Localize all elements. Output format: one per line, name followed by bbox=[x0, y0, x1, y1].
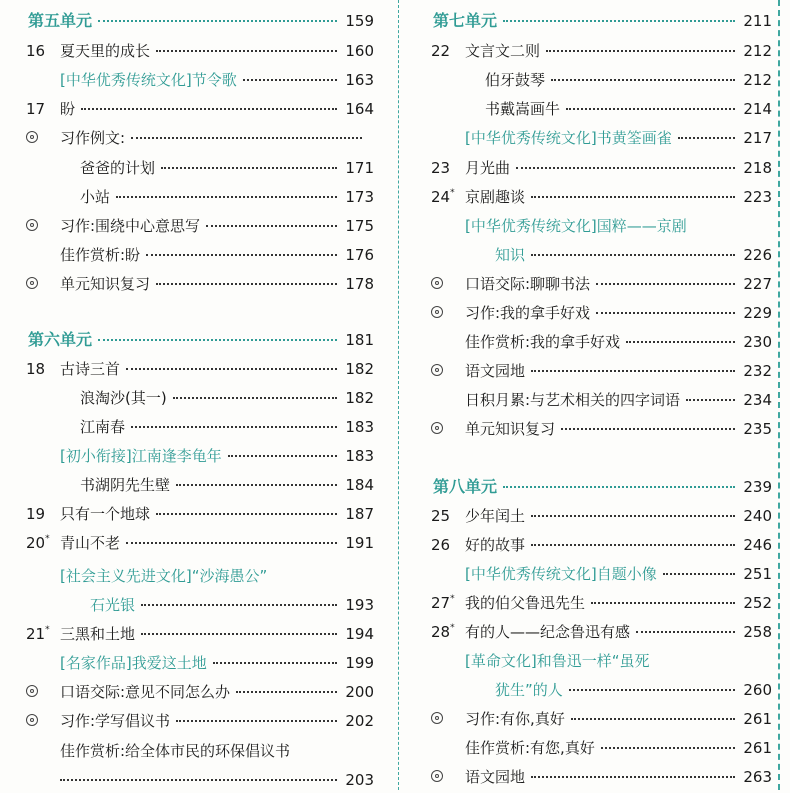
toc-entry[interactable] bbox=[405, 416, 790, 442]
page-number: 239 bbox=[743, 478, 772, 496]
page-number: 160 bbox=[345, 42, 374, 60]
entry-title: 夏天里的成长 bbox=[60, 42, 151, 60]
dot-leader bbox=[131, 426, 337, 428]
lesson-number: 23 bbox=[431, 159, 451, 177]
dot-leader bbox=[98, 20, 337, 22]
entry-title: 口语交际:聊聊书法 bbox=[465, 275, 591, 293]
page-number: 200 bbox=[345, 683, 374, 701]
dot-leader bbox=[516, 167, 735, 169]
entry-title: 青山不老 bbox=[60, 534, 121, 552]
toc-entry[interactable] bbox=[405, 590, 790, 616]
lesson-number: 27* bbox=[431, 594, 455, 612]
double-circle-icon bbox=[26, 131, 38, 143]
page-number: 234 bbox=[743, 391, 772, 409]
column-divider bbox=[398, 0, 399, 790]
dot-leader bbox=[141, 633, 337, 635]
dot-leader bbox=[531, 196, 735, 198]
lesson-number: 19 bbox=[26, 505, 46, 523]
page-number: 182 bbox=[345, 389, 374, 407]
toc-entry[interactable] bbox=[405, 125, 790, 151]
dot-leader bbox=[596, 312, 735, 314]
dot-leader bbox=[636, 631, 735, 633]
lesson-number: 16 bbox=[26, 42, 46, 60]
page-number: 229 bbox=[743, 304, 772, 322]
entry-title: [名家作品]我爱这土地 bbox=[60, 654, 207, 672]
toc-entry[interactable] bbox=[0, 67, 392, 93]
entry-title: [社会主义先进文化]“沙海愚公” bbox=[60, 567, 268, 585]
page-number: 183 bbox=[345, 418, 374, 436]
toc-entry[interactable] bbox=[0, 621, 392, 647]
page-number: 263 bbox=[743, 768, 772, 786]
dot-leader bbox=[146, 254, 337, 256]
toc-entry[interactable] bbox=[405, 67, 790, 93]
dot-leader bbox=[176, 484, 337, 486]
entry-title: 佳作赏析:盼 bbox=[60, 246, 141, 264]
page-number: 199 bbox=[345, 654, 374, 672]
entry-title: 文言文二则 bbox=[465, 42, 541, 60]
entry-title: [中华优秀传统文化]书黄筌画雀 bbox=[465, 129, 672, 147]
entry-title: 单元知识复习 bbox=[465, 420, 556, 438]
entry-title: 单元知识复习 bbox=[60, 275, 151, 293]
entry-title: 第八单元 bbox=[433, 477, 498, 496]
entry-title: 知识 bbox=[495, 246, 526, 264]
toc-entry[interactable] bbox=[405, 532, 790, 558]
unit-heading[interactable] bbox=[0, 327, 392, 353]
toc-entry[interactable] bbox=[405, 706, 790, 732]
entry-title: 三黑和土地 bbox=[60, 625, 136, 643]
entry-title: 佳作赏析:我的拿手好戏 bbox=[465, 333, 621, 351]
toc-entry[interactable] bbox=[405, 271, 790, 297]
dot-leader bbox=[60, 779, 337, 781]
entry-title: 京剧趣谈 bbox=[465, 188, 526, 206]
dot-leader bbox=[81, 108, 337, 110]
entry-title: 第六单元 bbox=[28, 330, 93, 349]
toc-entry[interactable] bbox=[405, 329, 790, 355]
page-number: 258 bbox=[743, 623, 772, 641]
toc-entry[interactable] bbox=[0, 472, 392, 498]
lesson-number: 26 bbox=[431, 536, 451, 554]
entry-title: 犹生”的人 bbox=[495, 681, 563, 699]
page-number: 218 bbox=[743, 159, 772, 177]
page-number: 212 bbox=[743, 71, 772, 89]
toc-entry[interactable] bbox=[0, 184, 392, 210]
dot-leader bbox=[663, 573, 736, 575]
page-number: 235 bbox=[743, 420, 772, 438]
toc-entry[interactable] bbox=[0, 414, 392, 440]
dot-leader bbox=[156, 283, 337, 285]
dot-leader bbox=[531, 515, 735, 517]
page-number: 163 bbox=[345, 71, 374, 89]
dot-leader bbox=[546, 50, 735, 52]
entry-title: 伯牙鼓琴 bbox=[485, 71, 546, 89]
toc-entry[interactable] bbox=[0, 385, 392, 411]
dot-leader bbox=[161, 167, 337, 169]
toc-entry[interactable] bbox=[0, 738, 392, 764]
page-number: 187 bbox=[345, 505, 374, 523]
toc-entry[interactable] bbox=[405, 619, 790, 645]
entry-title: 口语交际:意见不同怎么办 bbox=[60, 683, 231, 701]
dot-leader bbox=[98, 339, 337, 341]
entry-title: 佳作赏析:给全体市民的环保倡议书 bbox=[60, 742, 291, 760]
entry-title: [中华优秀传统文化]节令歌 bbox=[60, 71, 237, 89]
page-number: 164 bbox=[345, 100, 374, 118]
page-number: 246 bbox=[743, 536, 772, 554]
toc-entry[interactable] bbox=[0, 592, 392, 618]
page-number: 226 bbox=[743, 246, 772, 264]
dot-leader bbox=[213, 662, 338, 664]
double-circle-icon bbox=[431, 422, 443, 434]
toc-entry[interactable] bbox=[0, 96, 392, 122]
dot-leader bbox=[569, 689, 736, 691]
entry-title: 日积月累:与艺术相关的四字词语 bbox=[465, 391, 681, 409]
dot-leader bbox=[176, 720, 337, 722]
page-number: 178 bbox=[345, 275, 374, 293]
entry-title: 书湖阴先生壁 bbox=[80, 476, 171, 494]
lesson-number: 25 bbox=[431, 507, 451, 525]
dot-leader bbox=[243, 79, 338, 81]
page-number: 211 bbox=[743, 12, 772, 30]
toc-entry[interactable] bbox=[405, 96, 790, 122]
toc-entry[interactable] bbox=[405, 677, 790, 703]
entry-title: 月光曲 bbox=[465, 159, 511, 177]
dot-leader bbox=[206, 225, 337, 227]
entry-title: 有的人——纪念鲁迅有感 bbox=[465, 623, 631, 641]
page-number: 171 bbox=[345, 159, 374, 177]
dot-leader bbox=[156, 513, 337, 515]
entry-title: 石光银 bbox=[90, 596, 136, 614]
dot-leader bbox=[116, 196, 337, 198]
toc-entry[interactable] bbox=[0, 38, 392, 64]
optional-mark: * bbox=[45, 625, 50, 635]
toc-entry[interactable] bbox=[0, 125, 392, 151]
toc-entry[interactable] bbox=[0, 155, 392, 181]
dot-leader bbox=[126, 542, 337, 544]
toc-entry[interactable] bbox=[0, 242, 392, 268]
page-number: 191 bbox=[345, 534, 374, 552]
entry-title: 习作:有你,真好 bbox=[465, 710, 565, 728]
double-circle-icon bbox=[431, 770, 443, 782]
dot-leader bbox=[596, 283, 735, 285]
page-number: 232 bbox=[743, 362, 772, 380]
entry-title: 好的故事 bbox=[465, 536, 526, 554]
dot-leader bbox=[551, 79, 735, 81]
dot-leader bbox=[571, 718, 736, 720]
toc-entry[interactable] bbox=[0, 213, 392, 239]
lesson-number: 22 bbox=[431, 42, 451, 60]
page-number: 203 bbox=[345, 771, 374, 789]
unit-heading[interactable] bbox=[405, 8, 790, 34]
dot-leader bbox=[561, 428, 735, 430]
lesson-number: 20* bbox=[26, 534, 50, 552]
lesson-number: 18 bbox=[26, 360, 46, 378]
double-circle-icon bbox=[26, 277, 38, 289]
dot-leader bbox=[236, 691, 337, 693]
toc-entry[interactable] bbox=[0, 563, 392, 589]
toc-entry[interactable] bbox=[0, 530, 392, 556]
page-number: 182 bbox=[345, 360, 374, 378]
dot-leader bbox=[591, 602, 735, 604]
entry-title: 爸爸的计划 bbox=[80, 159, 156, 177]
page-number: 251 bbox=[743, 565, 772, 583]
entry-title: 江南春 bbox=[80, 418, 126, 436]
page-number: 175 bbox=[345, 217, 374, 235]
dot-leader bbox=[531, 776, 735, 778]
page-number: 214 bbox=[743, 100, 772, 118]
toc-entry[interactable] bbox=[0, 501, 392, 527]
entry-title: [革命文化]和鲁迅一样“虽死 bbox=[465, 652, 650, 670]
double-circle-icon bbox=[431, 306, 443, 318]
toc-entry[interactable] bbox=[0, 356, 392, 382]
entry-title: 古诗三首 bbox=[60, 360, 121, 378]
double-circle-icon bbox=[431, 277, 443, 289]
page-number: 260 bbox=[743, 681, 772, 699]
lesson-number: 24* bbox=[431, 188, 455, 206]
page-number: 194 bbox=[345, 625, 374, 643]
dot-leader bbox=[678, 137, 736, 139]
page-number: 159 bbox=[345, 12, 374, 30]
entry-title: 第五单元 bbox=[28, 11, 93, 30]
entry-title: 佳作赏析:有您,真好 bbox=[465, 739, 595, 757]
toc-entry[interactable] bbox=[405, 213, 790, 239]
toc-entry[interactable] bbox=[0, 708, 392, 734]
optional-mark: * bbox=[450, 594, 455, 604]
dot-leader bbox=[503, 20, 735, 22]
entry-title: 习作:学写倡议书 bbox=[60, 712, 171, 730]
toc-entry[interactable] bbox=[405, 155, 790, 181]
dot-leader bbox=[601, 747, 736, 749]
entry-title: [中华优秀传统文化]自题小像 bbox=[465, 565, 657, 583]
dot-leader bbox=[156, 50, 337, 52]
page-number: 184 bbox=[345, 476, 374, 494]
unit-heading[interactable] bbox=[405, 474, 790, 500]
toc-entry[interactable] bbox=[405, 38, 790, 64]
page-number: 181 bbox=[345, 331, 374, 349]
unit-heading[interactable] bbox=[0, 8, 392, 34]
dot-leader bbox=[626, 341, 735, 343]
entry-title: [初小衔接]江南逢李龟年 bbox=[60, 447, 222, 465]
toc-entry[interactable] bbox=[405, 561, 790, 587]
toc-entry[interactable] bbox=[405, 648, 790, 674]
toc-entry[interactable] bbox=[405, 184, 790, 210]
entry-title: 语文园地 bbox=[465, 768, 526, 786]
lesson-number: 17 bbox=[26, 100, 46, 118]
page-number: 230 bbox=[743, 333, 772, 351]
toc-entry[interactable] bbox=[405, 503, 790, 529]
double-circle-icon bbox=[431, 364, 443, 376]
optional-mark: * bbox=[450, 188, 455, 198]
double-circle-icon bbox=[26, 714, 38, 726]
lesson-number: 21* bbox=[26, 625, 50, 643]
page-number: 252 bbox=[743, 594, 772, 612]
page-number: 227 bbox=[743, 275, 772, 293]
entry-title: 习作:围绕中心意思写 bbox=[60, 217, 201, 235]
entry-title: [中华优秀传统文化]国粹——京剧 bbox=[465, 217, 687, 235]
toc-entry[interactable] bbox=[0, 443, 392, 469]
toc-entry[interactable] bbox=[405, 358, 790, 384]
optional-mark: * bbox=[45, 534, 50, 544]
page-number: 223 bbox=[743, 188, 772, 206]
toc-entry[interactable] bbox=[0, 650, 392, 676]
page-number: 212 bbox=[743, 42, 772, 60]
entry-title: 盼 bbox=[60, 100, 76, 118]
dot-leader bbox=[173, 397, 338, 399]
entry-title: 语文园地 bbox=[465, 362, 526, 380]
page-number: 183 bbox=[345, 447, 374, 465]
optional-mark: * bbox=[450, 623, 455, 633]
page-number: 193 bbox=[345, 596, 374, 614]
entry-title: 习作:我的拿手好戏 bbox=[465, 304, 591, 322]
dot-leader bbox=[531, 544, 735, 546]
dot-leader bbox=[141, 604, 337, 606]
page-number: 217 bbox=[743, 129, 772, 147]
dot-leader bbox=[503, 486, 735, 488]
page-number: 176 bbox=[345, 246, 374, 264]
dot-leader bbox=[566, 108, 735, 110]
dot-leader bbox=[228, 455, 338, 457]
entry-title: 我的伯父鲁迅先生 bbox=[465, 594, 586, 612]
dot-leader bbox=[126, 368, 337, 370]
double-circle-icon bbox=[431, 712, 443, 724]
toc-entry[interactable] bbox=[0, 679, 392, 705]
dot-leader bbox=[131, 137, 362, 139]
dot-leader bbox=[531, 370, 735, 372]
entry-title: 书戴嵩画牛 bbox=[485, 100, 561, 118]
dot-leader bbox=[686, 399, 735, 401]
page-number: 240 bbox=[743, 507, 772, 525]
entry-title: 少年闰土 bbox=[465, 507, 526, 525]
entry-title: 小站 bbox=[80, 188, 111, 206]
page-number: 173 bbox=[345, 188, 374, 206]
toc-entry[interactable] bbox=[405, 242, 790, 268]
double-circle-icon bbox=[26, 219, 38, 231]
entry-title: 习作例文: bbox=[60, 129, 126, 147]
toc-entry[interactable] bbox=[0, 271, 392, 297]
entry-title: 浪淘沙(其一) bbox=[80, 389, 167, 407]
toc-entry[interactable] bbox=[405, 735, 790, 761]
lesson-number: 28* bbox=[431, 623, 455, 641]
page-number: 261 bbox=[743, 710, 772, 728]
dot-leader bbox=[531, 254, 735, 256]
page-number: 202 bbox=[345, 712, 374, 730]
toc-entry[interactable] bbox=[0, 767, 392, 793]
toc-entry[interactable] bbox=[405, 300, 790, 326]
toc-entry[interactable] bbox=[405, 387, 790, 413]
double-circle-icon bbox=[26, 685, 38, 697]
entry-title: 只有一个地球 bbox=[60, 505, 151, 523]
page-number: 261 bbox=[743, 739, 772, 757]
toc-entry[interactable] bbox=[405, 764, 790, 790]
entry-title: 第七单元 bbox=[433, 11, 498, 30]
